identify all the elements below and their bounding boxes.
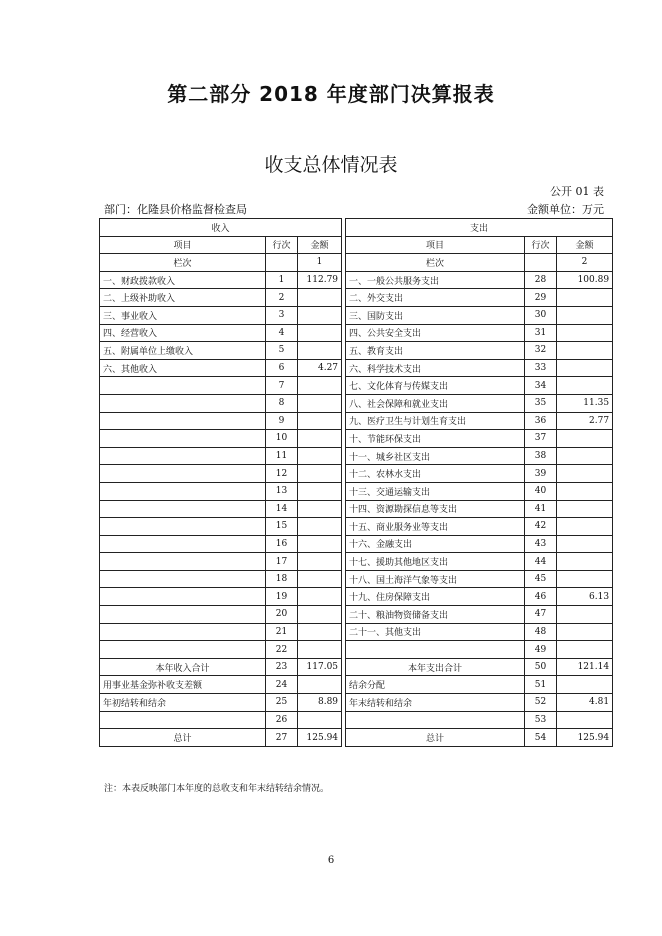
table-row bbox=[100, 588, 613, 606]
table-row bbox=[100, 377, 613, 395]
expense-row-no: 54 bbox=[525, 729, 557, 747]
income-header: 收入 bbox=[100, 219, 342, 237]
expense-amount bbox=[557, 641, 613, 659]
income-amount bbox=[298, 412, 342, 430]
income-amount bbox=[298, 324, 342, 342]
table-row bbox=[100, 412, 613, 430]
expense-item: 十九、住房保障支出 bbox=[346, 588, 525, 606]
income-row-no: 17 bbox=[266, 553, 298, 571]
expense-amount bbox=[557, 342, 613, 360]
income-item: 本年收入合计 bbox=[100, 658, 266, 676]
expense-item: 六、科学技术支出 bbox=[346, 359, 525, 377]
income-row-no: 2 bbox=[266, 289, 298, 307]
income-amount: 117.05 bbox=[298, 658, 342, 676]
income-amount bbox=[298, 342, 342, 360]
expense-row-no: 38 bbox=[525, 447, 557, 465]
income-row-no: 19 bbox=[266, 588, 298, 606]
expense-row-no: 45 bbox=[525, 570, 557, 588]
table-row bbox=[100, 271, 613, 289]
income-item: 六、其他收入 bbox=[100, 359, 266, 377]
expense-item: 二十、粮油物资储备支出 bbox=[346, 606, 525, 624]
income-amount bbox=[298, 447, 342, 465]
expense-amount bbox=[557, 482, 613, 500]
expense-amount: 100.89 bbox=[557, 271, 613, 289]
table-row bbox=[100, 570, 613, 588]
expense-row-no: 29 bbox=[525, 289, 557, 307]
income-item bbox=[100, 412, 266, 430]
expense-item bbox=[346, 641, 525, 659]
expense-amount bbox=[557, 606, 613, 624]
expense-row-no: 30 bbox=[525, 306, 557, 324]
income-item bbox=[100, 377, 266, 395]
income-amount bbox=[298, 377, 342, 395]
expense-row-no: 32 bbox=[525, 342, 557, 360]
expense-item: 八、社会保障和就业支出 bbox=[346, 394, 525, 412]
expense-item: 九、医疗卫生与计划生育支出 bbox=[346, 412, 525, 430]
income-expense-table bbox=[99, 218, 613, 747]
expense-amount: 4.81 bbox=[557, 694, 613, 712]
income-row-no: 14 bbox=[266, 500, 298, 518]
expense-item: 七、文化体育与传媒支出 bbox=[346, 377, 525, 395]
expense-item: 十、节能环保支出 bbox=[346, 430, 525, 448]
expense-item-header: 项目 bbox=[346, 236, 525, 254]
income-item bbox=[100, 430, 266, 448]
expense-header: 支出 bbox=[346, 219, 613, 237]
expense-amount bbox=[557, 570, 613, 588]
table-row bbox=[100, 482, 613, 500]
table-row bbox=[100, 658, 613, 676]
expense-amount bbox=[557, 518, 613, 536]
expense-amount bbox=[557, 306, 613, 324]
income-item bbox=[100, 535, 266, 553]
income-rowno-header: 行次 bbox=[266, 236, 298, 254]
table-title: 收支总体情况表 bbox=[264, 154, 398, 176]
income-row-no: 4 bbox=[266, 324, 298, 342]
expense-row-no: 35 bbox=[525, 394, 557, 412]
income-row-no: 1 bbox=[266, 271, 298, 289]
expense-item: 总计 bbox=[346, 729, 525, 747]
income-row-no: 10 bbox=[266, 430, 298, 448]
income-item bbox=[100, 623, 266, 641]
table-row bbox=[100, 535, 613, 553]
expense-row-no: 39 bbox=[525, 465, 557, 483]
income-item: 用事业基金弥补收支差额 bbox=[100, 676, 266, 694]
income-amount bbox=[298, 535, 342, 553]
expense-amount-header: 金额 bbox=[557, 236, 613, 254]
income-row-no: 13 bbox=[266, 482, 298, 500]
table-row bbox=[100, 324, 613, 342]
income-amount bbox=[298, 500, 342, 518]
income-amount bbox=[298, 570, 342, 588]
expense-item bbox=[346, 711, 525, 729]
expense-row-no: 50 bbox=[525, 658, 557, 676]
income-row-no: 16 bbox=[266, 535, 298, 553]
income-row-no: 9 bbox=[266, 412, 298, 430]
expense-amount bbox=[557, 553, 613, 571]
income-item bbox=[100, 641, 266, 659]
expense-item: 十二、农林水支出 bbox=[346, 465, 525, 483]
income-amount bbox=[298, 711, 342, 729]
table-row bbox=[100, 711, 613, 729]
income-item: 四、经营收入 bbox=[100, 324, 266, 342]
table-row bbox=[100, 553, 613, 571]
income-row-no: 12 bbox=[266, 465, 298, 483]
expense-item: 十八、国土海洋气象等支出 bbox=[346, 570, 525, 588]
expense-amount bbox=[557, 289, 613, 307]
income-amount bbox=[298, 606, 342, 624]
income-amount bbox=[298, 394, 342, 412]
page-number: 6 bbox=[327, 855, 335, 866]
expense-row-no: 49 bbox=[525, 641, 557, 659]
income-row-no: 3 bbox=[266, 306, 298, 324]
income-amount: 8.89 bbox=[298, 694, 342, 712]
table-row bbox=[100, 676, 613, 694]
expense-amount bbox=[557, 359, 613, 377]
expense-amount bbox=[557, 465, 613, 483]
income-item bbox=[100, 570, 266, 588]
table-row bbox=[100, 342, 613, 360]
table-column-header bbox=[100, 236, 613, 254]
income-row-no: 26 bbox=[266, 711, 298, 729]
table-section-header bbox=[100, 219, 613, 237]
table-row bbox=[100, 606, 613, 624]
table-row bbox=[100, 500, 613, 518]
income-item bbox=[100, 465, 266, 483]
income-item bbox=[100, 482, 266, 500]
income-amount bbox=[298, 553, 342, 571]
expense-amount: 125.94 bbox=[557, 729, 613, 747]
expense-row-no: 44 bbox=[525, 553, 557, 571]
income-item-header: 项目 bbox=[100, 236, 266, 254]
income-amount-header: 金额 bbox=[298, 236, 342, 254]
income-column-label: 栏次 bbox=[100, 254, 266, 272]
income-column-index: 1 bbox=[298, 254, 342, 272]
income-row-no: 25 bbox=[266, 694, 298, 712]
income-item: 五、附属单位上缴收入 bbox=[100, 342, 266, 360]
income-item bbox=[100, 606, 266, 624]
expense-row-no: 43 bbox=[525, 535, 557, 553]
expense-row-no: 31 bbox=[525, 324, 557, 342]
expense-amount bbox=[557, 377, 613, 395]
expense-amount bbox=[557, 430, 613, 448]
table-row bbox=[100, 306, 613, 324]
income-item bbox=[100, 394, 266, 412]
expense-item: 二十一、其他支出 bbox=[346, 623, 525, 641]
table-row bbox=[100, 694, 613, 712]
table-row bbox=[100, 447, 613, 465]
income-row-no: 20 bbox=[266, 606, 298, 624]
expense-amount: 11.35 bbox=[557, 394, 613, 412]
table-row bbox=[100, 289, 613, 307]
expense-amount bbox=[557, 676, 613, 694]
expense-item: 三、国防支出 bbox=[346, 306, 525, 324]
footnote: 注：本表反映部门本年度的总收支和年末结转结余情况。 bbox=[104, 784, 330, 794]
income-item bbox=[100, 588, 266, 606]
table-row bbox=[100, 430, 613, 448]
income-row-no: 23 bbox=[266, 658, 298, 676]
expense-row-no: 37 bbox=[525, 430, 557, 448]
income-amount bbox=[298, 641, 342, 659]
table-row bbox=[100, 729, 613, 747]
expense-row-no: 36 bbox=[525, 412, 557, 430]
income-item bbox=[100, 447, 266, 465]
income-amount bbox=[298, 289, 342, 307]
expense-amount bbox=[557, 623, 613, 641]
table-row bbox=[100, 623, 613, 641]
income-amount bbox=[298, 588, 342, 606]
table-row bbox=[100, 518, 613, 536]
expense-amount bbox=[557, 324, 613, 342]
expense-row-no: 53 bbox=[525, 711, 557, 729]
expense-item: 十一、城乡社区支出 bbox=[346, 447, 525, 465]
income-item: 年初结转和结余 bbox=[100, 694, 266, 712]
table-row bbox=[100, 641, 613, 659]
expense-item: 四、公共安全支出 bbox=[346, 324, 525, 342]
expense-row-no: 42 bbox=[525, 518, 557, 536]
unit-label: 金额单位：万元 bbox=[527, 203, 604, 216]
income-row-no: 6 bbox=[266, 359, 298, 377]
expense-item: 本年支出合计 bbox=[346, 658, 525, 676]
expense-item: 十四、资源勘探信息等支出 bbox=[346, 500, 525, 518]
income-row-no: 5 bbox=[266, 342, 298, 360]
income-item bbox=[100, 500, 266, 518]
expense-amount: 2.77 bbox=[557, 412, 613, 430]
income-row-no: 18 bbox=[266, 570, 298, 588]
income-row-no: 7 bbox=[266, 377, 298, 395]
income-item bbox=[100, 518, 266, 536]
expense-column-label: 栏次 bbox=[346, 254, 525, 272]
income-item: 总计 bbox=[100, 729, 266, 747]
expense-row-no: 46 bbox=[525, 588, 557, 606]
expense-rowno-header: 行次 bbox=[525, 236, 557, 254]
expense-row-no: 52 bbox=[525, 694, 557, 712]
income-row-no: 8 bbox=[266, 394, 298, 412]
income-row-no: 27 bbox=[266, 729, 298, 747]
income-item: 二、上级补助收入 bbox=[100, 289, 266, 307]
income-amount bbox=[298, 482, 342, 500]
expense-row-no: 47 bbox=[525, 606, 557, 624]
expense-column-index: 2 bbox=[557, 254, 613, 272]
income-amount bbox=[298, 306, 342, 324]
department-label: 部门：化隆县价格监督检查局 bbox=[104, 203, 247, 216]
income-amount: 112.79 bbox=[298, 271, 342, 289]
income-amount: 4.27 bbox=[298, 359, 342, 377]
form-number: 公开 01 表 bbox=[550, 185, 604, 198]
expense-row-no: 34 bbox=[525, 377, 557, 395]
income-row-no: 15 bbox=[266, 518, 298, 536]
income-amount: 125.94 bbox=[298, 729, 342, 747]
expense-amount bbox=[557, 500, 613, 518]
expense-amount bbox=[557, 535, 613, 553]
expense-row-no: 51 bbox=[525, 676, 557, 694]
income-row-no: 22 bbox=[266, 641, 298, 659]
income-amount bbox=[298, 465, 342, 483]
expense-row-no: 28 bbox=[525, 271, 557, 289]
expense-row-no: 40 bbox=[525, 482, 557, 500]
expense-item: 五、教育支出 bbox=[346, 342, 525, 360]
table-row bbox=[100, 394, 613, 412]
expense-item: 十七、援助其他地区支出 bbox=[346, 553, 525, 571]
table-row bbox=[100, 359, 613, 377]
income-item: 三、事业收入 bbox=[100, 306, 266, 324]
income-row-no: 11 bbox=[266, 447, 298, 465]
income-row-no: 21 bbox=[266, 623, 298, 641]
expense-amount: 6.13 bbox=[557, 588, 613, 606]
income-amount bbox=[298, 518, 342, 536]
expense-item: 十三、交通运输支出 bbox=[346, 482, 525, 500]
expense-item: 年末结转和结余 bbox=[346, 694, 525, 712]
expense-row-no: 48 bbox=[525, 623, 557, 641]
table-column-index-row bbox=[100, 254, 613, 272]
income-item bbox=[100, 553, 266, 571]
expense-row-no: 33 bbox=[525, 359, 557, 377]
expense-item: 二、外交支出 bbox=[346, 289, 525, 307]
expense-amount bbox=[557, 447, 613, 465]
expense-row-no: 41 bbox=[525, 500, 557, 518]
expense-item: 十六、金融支出 bbox=[346, 535, 525, 553]
expense-amount: 121.14 bbox=[557, 658, 613, 676]
table-row bbox=[100, 465, 613, 483]
expense-item: 十五、商业服务业等支出 bbox=[346, 518, 525, 536]
income-amount bbox=[298, 430, 342, 448]
income-item: 一、财政拨款收入 bbox=[100, 271, 266, 289]
income-amount bbox=[298, 623, 342, 641]
income-item bbox=[100, 711, 266, 729]
income-row-no: 24 bbox=[266, 676, 298, 694]
expense-item: 结余分配 bbox=[346, 676, 525, 694]
expense-item: 一、一般公共服务支出 bbox=[346, 271, 525, 289]
income-amount bbox=[298, 676, 342, 694]
expense-amount bbox=[557, 711, 613, 729]
page-title: 第二部分 2018 年度部门决算报表 bbox=[167, 82, 495, 106]
